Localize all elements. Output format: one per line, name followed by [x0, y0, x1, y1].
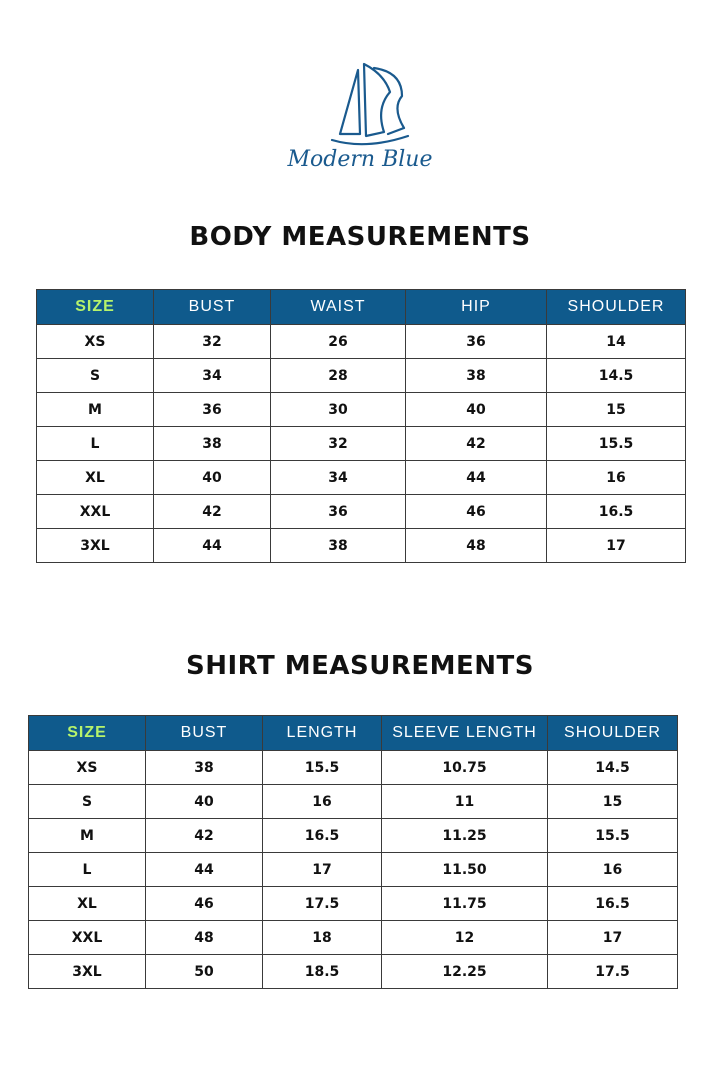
table-cell: 11.50	[382, 853, 548, 887]
table-cell: 30	[271, 393, 406, 427]
table-cell: 17.5	[548, 955, 678, 989]
table-cell: 16	[548, 853, 678, 887]
table-row	[29, 921, 678, 955]
table-cell: 3XL	[37, 529, 154, 563]
table-cell: 40	[154, 461, 271, 495]
table-cell: 14	[547, 325, 686, 359]
table-cell: 42	[146, 819, 263, 853]
table-cell: S	[37, 359, 154, 393]
table-cell: 3XL	[29, 955, 146, 989]
table-cell: L	[29, 853, 146, 887]
table-row	[29, 853, 678, 887]
table-cell: M	[37, 393, 154, 427]
table-row	[29, 887, 678, 921]
table-cell: 14.5	[547, 359, 686, 393]
table-header-row	[37, 290, 686, 325]
table-cell: 11.25	[382, 819, 548, 853]
table-cell: 12	[382, 921, 548, 955]
table-cell: XXL	[37, 495, 154, 529]
table-cell: XS	[29, 751, 146, 785]
table-header-row	[29, 716, 678, 751]
column-header-shoulder: SHOULDER	[548, 716, 678, 751]
table-cell: 42	[154, 495, 271, 529]
table-cell: 15.5	[263, 751, 382, 785]
table-cell: 28	[271, 359, 406, 393]
table-cell: 38	[406, 359, 547, 393]
table-cell: S	[29, 785, 146, 819]
table-cell: 50	[146, 955, 263, 989]
table-row	[37, 359, 686, 393]
table-cell: 40	[146, 785, 263, 819]
table-cell: 17	[547, 529, 686, 563]
table-cell: 10.75	[382, 751, 548, 785]
table-cell: 48	[146, 921, 263, 955]
table-cell: XXL	[29, 921, 146, 955]
table-cell: 38	[154, 427, 271, 461]
table-cell: 40	[406, 393, 547, 427]
column-header-waist: WAIST	[271, 290, 406, 325]
table-cell: 16	[263, 785, 382, 819]
table-cell: 15.5	[548, 819, 678, 853]
table-cell: 42	[406, 427, 547, 461]
table-cell: 38	[271, 529, 406, 563]
table-cell: 18	[263, 921, 382, 955]
table-cell: L	[37, 427, 154, 461]
table-cell: XL	[29, 887, 146, 921]
brand-logo	[280, 58, 440, 178]
table-row	[37, 495, 686, 529]
table-cell: 17.5	[263, 887, 382, 921]
table-cell: 44	[154, 529, 271, 563]
table-cell: 15	[547, 393, 686, 427]
table-cell: 16.5	[548, 887, 678, 921]
table-cell: XL	[37, 461, 154, 495]
table-cell: 36	[154, 393, 271, 427]
column-header-bust: BUST	[154, 290, 271, 325]
table-row	[29, 819, 678, 853]
shirt-measurements-table	[28, 715, 678, 989]
table-row	[29, 785, 678, 819]
table-cell: M	[29, 819, 146, 853]
table-cell: 12.25	[382, 955, 548, 989]
table-cell: XS	[37, 325, 154, 359]
table-cell: 44	[146, 853, 263, 887]
table-cell: 17	[548, 921, 678, 955]
table-cell: 48	[406, 529, 547, 563]
table-cell: 15	[548, 785, 678, 819]
shirt-measurements-title: SHIRT MEASUREMENTS	[185, 651, 535, 681]
column-header-size: SIZE	[29, 716, 146, 751]
table-cell: 32	[271, 427, 406, 461]
table-cell: 26	[271, 325, 406, 359]
sailboat-icon	[280, 58, 440, 178]
table-cell: 36	[271, 495, 406, 529]
table-row	[37, 529, 686, 563]
table-cell: 14.5	[548, 751, 678, 785]
body-measurements-title: BODY MEASUREMENTS	[189, 222, 531, 252]
table-cell: 46	[406, 495, 547, 529]
table-cell: 34	[271, 461, 406, 495]
table-cell: 18.5	[263, 955, 382, 989]
column-header-hip: HIP	[406, 290, 547, 325]
table-cell: 38	[146, 751, 263, 785]
column-header-shoulder: SHOULDER	[547, 290, 686, 325]
table-cell: 16.5	[263, 819, 382, 853]
column-header-sleeve-length: SLEEVE LENGTH	[382, 716, 548, 751]
table-cell: 16	[547, 461, 686, 495]
table-cell: 11	[382, 785, 548, 819]
table-cell: 44	[406, 461, 547, 495]
table-row	[29, 955, 678, 989]
brand-name: Modern Blue	[287, 147, 433, 172]
column-header-size: SIZE	[37, 290, 154, 325]
column-header-bust: BUST	[146, 716, 263, 751]
table-row	[37, 325, 686, 359]
table-row	[37, 461, 686, 495]
body-measurements-table	[36, 289, 686, 563]
table-cell: 16.5	[547, 495, 686, 529]
table-cell: 34	[154, 359, 271, 393]
table-cell: 11.75	[382, 887, 548, 921]
table-row	[29, 751, 678, 785]
table-cell: 46	[146, 887, 263, 921]
table-row	[37, 393, 686, 427]
table-cell: 32	[154, 325, 271, 359]
table-row	[37, 427, 686, 461]
table-cell: 36	[406, 325, 547, 359]
table-cell: 17	[263, 853, 382, 887]
column-header-length: LENGTH	[263, 716, 382, 751]
table-cell: 15.5	[547, 427, 686, 461]
